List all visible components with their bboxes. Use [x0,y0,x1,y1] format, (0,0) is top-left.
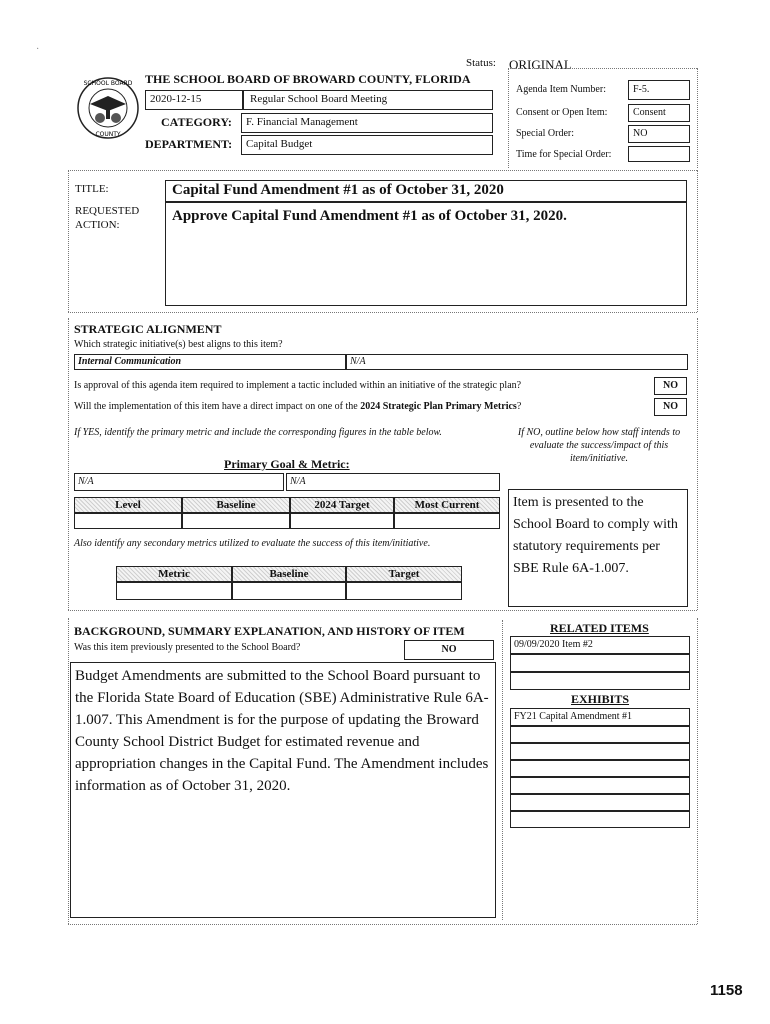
previous-answer: NO [404,640,494,660]
meeting-date: 2020-12-15 [145,90,243,110]
requested-label-2: ACTION: [75,219,120,231]
consent-value: Consent [628,104,690,122]
table-cell [290,513,394,529]
related-item-2 [510,654,690,672]
board-name: THE SCHOOL BOARD OF BROWARD COUNTY, FLORIDA [145,72,471,86]
metric-question [74,401,654,412]
background-text: Budget Amendments are submitted to the School Board pursuant to the Florida State Board of Education (SBE) Administrative Rule 6A-1.007. This Amendment is for the purpose of updating the Broward County School District Budget for estimated revenue and appropriation changes in the Capital Fund. The Amendment includes information as of October 31, 2020. [70,662,496,918]
page-number: 1158 [710,982,743,999]
related-item-1: 09/09/2020 Item #2 [510,636,690,654]
initiative-value: Internal Communication [74,354,346,370]
svg-text:SCHOOL BOARD: SCHOOL BOARD [83,80,133,87]
tactic-answer: NO [654,377,687,395]
exhibits-heading: EXHIBITS [571,692,630,706]
primary-metric: N/A [286,473,500,491]
secondary-note: Also identify any secondary metrics utilized to evaluate the success of this item/initiative. [74,538,431,549]
table-cell [74,513,182,529]
col-metric: Metric [116,566,232,582]
category-label: CATEGORY: [161,115,232,129]
school-board-seal-icon [76,76,140,140]
meeting-type: Regular School Board Meeting [243,90,493,110]
evaluation-text: Item is presented to the School Board to comply with statutory requirements per SBE Rule 6A-1.007. [508,489,688,607]
requested-action-value: Approve Capital Fund Amendment #1 as of October 31, 2020. [165,202,687,306]
strategic-heading: STRATEGIC ALIGNMENT [74,322,222,336]
agenda-item-value: F-5. [628,80,690,100]
stray-mark: · [36,44,40,55]
col-target2: Target [346,566,462,582]
col-level: Level [74,497,182,513]
metric-question-text: Will the implementation of this item have a direct impact on one of the [74,401,361,412]
if-yes-note: If YES, identify the primary metric and include the corresponding figures in the table below. [74,427,442,438]
status-value: ORIGINAL [509,57,572,72]
tactic-question: Is approval of this agenda item required to implement a tactic included within an initiative of the strategic plan? [74,380,522,391]
title-label: TITLE: [75,183,109,195]
metric-question-bold: 2024 Strategic Plan Primary Metrics [360,401,517,412]
table-cell [182,513,290,529]
status-label: Status: [466,57,496,69]
exhibit-row [510,794,690,811]
department-label: DEPARTMENT: [145,137,233,151]
background-heading: BACKGROUND, SUMMARY EXPLANATION, AND HISTORY OF ITEM [74,624,465,638]
consent-label: Consent or Open Item: [516,107,608,118]
agenda-item-label: Agenda Item Number: [516,84,606,95]
related-heading: RELATED ITEMS [550,621,649,635]
table-cell [346,582,462,600]
strategic-question: Which strategic initiative(s) best aligns to this item? [74,339,283,350]
table-cell [116,582,232,600]
time-special-value [628,146,690,162]
exhibit-1: FY21 Capital Amendment #1 [510,708,690,726]
special-order-label: Special Order: [516,128,575,139]
col-baseline2: Baseline [232,566,346,582]
metric-question-end: ? [516,401,522,412]
table-cell [232,582,346,600]
special-order-value: NO [628,125,690,143]
col-target: 2024 Target [290,497,394,513]
table-cell [394,513,500,529]
time-special-label: Time for Special Order: [516,149,612,160]
department-value: Capital Budget [241,135,493,155]
exhibit-row [510,726,690,743]
initiative-detail: N/A [346,354,688,370]
metric-answer: NO [654,398,687,416]
primary-goal: N/A [74,473,284,491]
title-value: Capital Fund Amendment #1 as of October 31, 2020 [165,180,687,202]
exhibit-row [510,811,690,828]
category-value: F. Financial Management [241,113,493,133]
svg-text:COUNTY: COUNTY [95,131,121,138]
if-no-note: If NO, outline below how staff intends to evaluate the success/impact of this item/initiative. [517,427,681,464]
exhibit-row [510,760,690,777]
exhibit-row [510,777,690,794]
exhibit-row [510,743,690,760]
primary-goal-heading: Primary Goal & Metric: [224,457,350,471]
previous-question: Was this item previously presented to the School Board? [74,642,301,653]
col-baseline: Baseline [182,497,290,513]
col-current: Most Current [394,497,500,513]
requested-label-1: REQUESTED [75,205,140,217]
related-item-3 [510,672,690,690]
